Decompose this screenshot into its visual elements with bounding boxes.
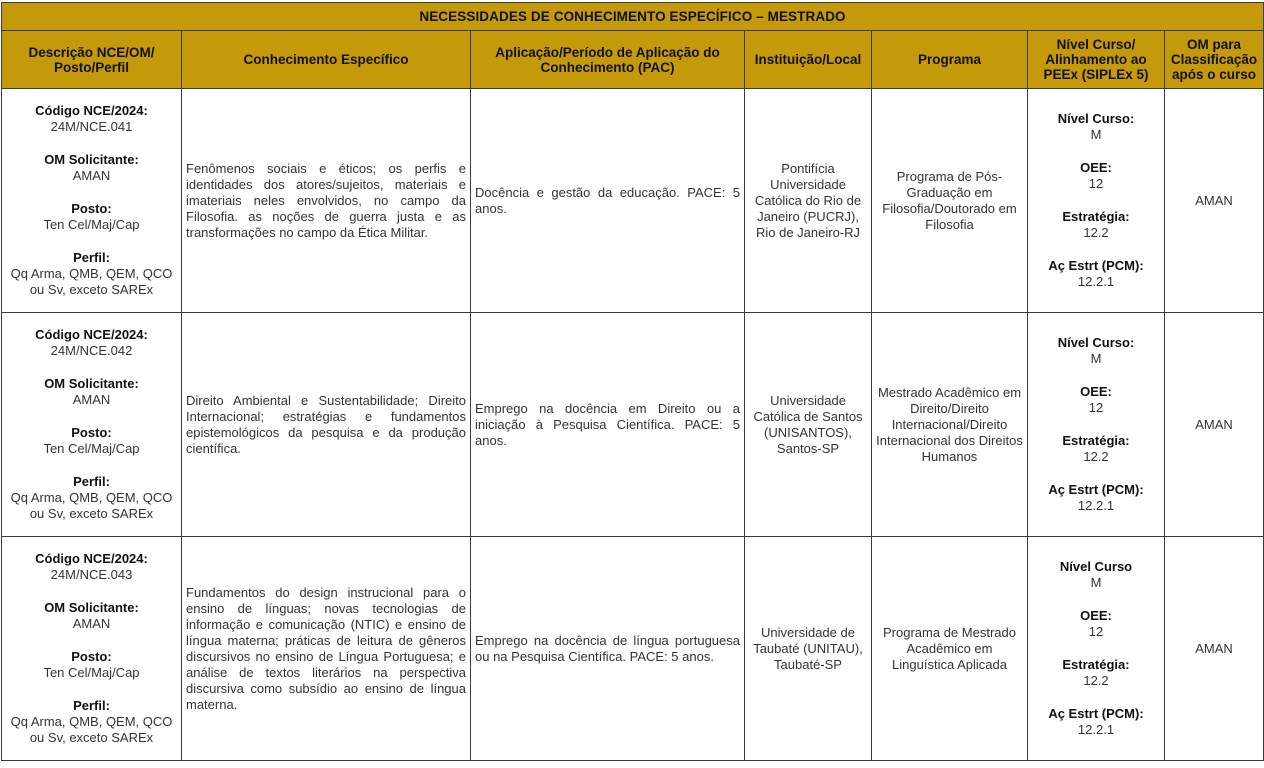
conhecimento-cell: Fundamentos do design instrucional para o ensino de línguas; novas tecnologias de informação e comunicação (NTIC) e ensino de língua materna; práticas de leitura de gêneros discursivos no ensino de Língua Portuguesa; e análise de textos literários na perspectiva discursiva como subsídio ao ensino de língua materna. — [182, 537, 471, 761]
om-solicitante-value: AMAN — [72, 616, 111, 631]
om-solicitante-value: AMAN — [72, 392, 111, 407]
pac-cell: Emprego na docência em Direito ou a iniciação à Pesquisa Científica. PACE: 5 anos. — [471, 313, 745, 537]
conhecimento-cell: Direito Ambiental e Sustentabilidade; Direito Internacional; estratégias e fundamentos epistemológicos da pesquisa e da produção científica. — [182, 313, 471, 537]
table-row — [2, 537, 1264, 761]
header-om: OM para Classificação após o curso — [1165, 31, 1264, 89]
oee-value: 12 — [1088, 624, 1104, 639]
estrategia-label: Estratégia: — [1062, 209, 1130, 224]
header-row — [2, 31, 1264, 89]
posto-value: Ten Cel/Maj/Cap — [43, 665, 140, 680]
header-programa: Programa — [872, 31, 1028, 89]
nivel-curso-label: Nível Curso: — [1057, 111, 1135, 126]
om-classificacao-cell: AMAN — [1165, 89, 1264, 313]
table-title: NECESSIDADES DE CONHECIMENTO ESPECÍFICO – MESTRADO — [2, 3, 1264, 31]
estrategia-label: Estratégia: — [1062, 657, 1130, 672]
om-solicitante-value: AMAN — [72, 168, 111, 183]
om-classificacao-cell: AMAN — [1165, 537, 1264, 761]
codigo-value: 24M/NCE.041 — [50, 119, 133, 134]
instituicao-cell: Universidade de Taubaté (UNITAU), Taubaté-SP — [745, 537, 872, 761]
descricao-cell — [2, 89, 182, 313]
codigo-label: Código NCE/2024: — [35, 103, 148, 118]
perfil-value: Qq Arma, QMB, QEM, QCO ou Sv, exceto SAREx — [10, 490, 173, 521]
perfil-label: Perfil: — [73, 474, 110, 489]
title-row — [2, 3, 1264, 31]
perfil-value: Qq Arma, QMB, QEM, QCO ou Sv, exceto SAREx — [10, 266, 173, 297]
codigo-value: 24M/NCE.043 — [50, 567, 133, 582]
posto-value: Ten Cel/Maj/Cap — [43, 217, 140, 232]
descricao-cell — [2, 313, 182, 537]
ac-estrt-label: Aç Estrt (PCM): — [1048, 258, 1144, 273]
codigo-label: Código NCE/2024: — [35, 551, 148, 566]
header-pac: Aplicação/Período de Aplicação do Conhecimento (PAC) — [471, 31, 745, 89]
nivel-curso-value: M — [1090, 351, 1102, 366]
posto-label: Posto: — [71, 649, 112, 664]
posto-value: Ten Cel/Maj/Cap — [43, 441, 140, 456]
nivel-cell — [1028, 537, 1165, 761]
header-instituicao: Instituição/Local — [745, 31, 872, 89]
estrategia-value: 12.2 — [1083, 225, 1109, 240]
codigo-value: 24M/NCE.042 — [50, 343, 133, 358]
nivel-curso-label: Nível Curso — [1059, 559, 1133, 574]
estrategia-value: 12.2 — [1083, 673, 1109, 688]
conhecimento-cell: Fenômenos sociais e éticos; os perfis e identidades dos atores/sujeitos, materiais e imateriais neles envolvidos, no campo da Filosofia. as noções de guerra justa e as transformações no campo da Ética Militar. — [182, 89, 471, 313]
om-solicitante-label: OM Solicitante: — [44, 376, 139, 391]
oee-value: 12 — [1088, 400, 1104, 415]
nivel-curso-value: M — [1090, 575, 1102, 590]
codigo-label: Código NCE/2024: — [35, 327, 148, 342]
ac-estrt-label: Aç Estrt (PCM): — [1048, 482, 1144, 497]
instituicao-cell: Universidade Católica de Santos (UNISANTOS), Santos-SP — [745, 313, 872, 537]
nivel-cell — [1028, 89, 1165, 313]
nivel-curso-label: Nível Curso: — [1057, 335, 1135, 350]
estrategia-label: Estratégia: — [1062, 433, 1130, 448]
header-nivel: Nível Curso/ Alinhamento ao PEEx (SIPLEx 5) — [1028, 31, 1165, 89]
pac-cell: Docência e gestão da educação. PACE: 5 anos. — [471, 89, 745, 313]
om-solicitante-label: OM Solicitante: — [44, 152, 139, 167]
ac-estrt-value: 12.2.1 — [1077, 722, 1115, 737]
table-row — [2, 313, 1264, 537]
oee-label: OEE: — [1080, 608, 1112, 623]
header-conhecimento: Conhecimento Específico — [182, 31, 471, 89]
oee-label: OEE: — [1080, 160, 1112, 175]
pac-cell: Emprego na docência de língua portuguesa ou na Pesquisa Científica. PACE: 5 anos. — [471, 537, 745, 761]
programa-cell: Mestrado Acadêmico em Direito/Direito Internacional/Direito Internacional dos Direitos Humanos — [872, 313, 1028, 537]
ac-estrt-label: Aç Estrt (PCM): — [1048, 706, 1144, 721]
perfil-label: Perfil: — [73, 698, 110, 713]
om-classificacao-cell: AMAN — [1165, 313, 1264, 537]
posto-label: Posto: — [71, 425, 112, 440]
ac-estrt-value: 12.2.1 — [1077, 274, 1115, 289]
estrategia-value: 12.2 — [1083, 449, 1109, 464]
oee-label: OEE: — [1080, 384, 1112, 399]
descricao-cell — [2, 537, 182, 761]
ac-estrt-value: 12.2.1 — [1077, 498, 1115, 513]
instituicao-cell: Pontifícia Universidade Católica do Rio de Janeiro (PUCRJ), Rio de Janeiro-RJ — [745, 89, 872, 313]
oee-value: 12 — [1088, 176, 1104, 191]
perfil-label: Perfil: — [73, 250, 110, 265]
nivel-cell — [1028, 313, 1165, 537]
table-row — [2, 89, 1264, 313]
om-solicitante-label: OM Solicitante: — [44, 600, 139, 615]
perfil-value: Qq Arma, QMB, QEM, QCO ou Sv, exceto SAREx — [10, 714, 173, 745]
programa-cell: Programa de Pós-Graduação em Filosofia/Doutorado em Filosofia — [872, 89, 1028, 313]
posto-label: Posto: — [71, 201, 112, 216]
nce-table — [1, 2, 1264, 761]
header-descricao: Descrição NCE/OM/ Posto/Perfil — [2, 31, 182, 89]
nivel-curso-value: M — [1090, 127, 1102, 142]
programa-cell: Programa de Mestrado Acadêmico em Linguística Aplicada — [872, 537, 1028, 761]
